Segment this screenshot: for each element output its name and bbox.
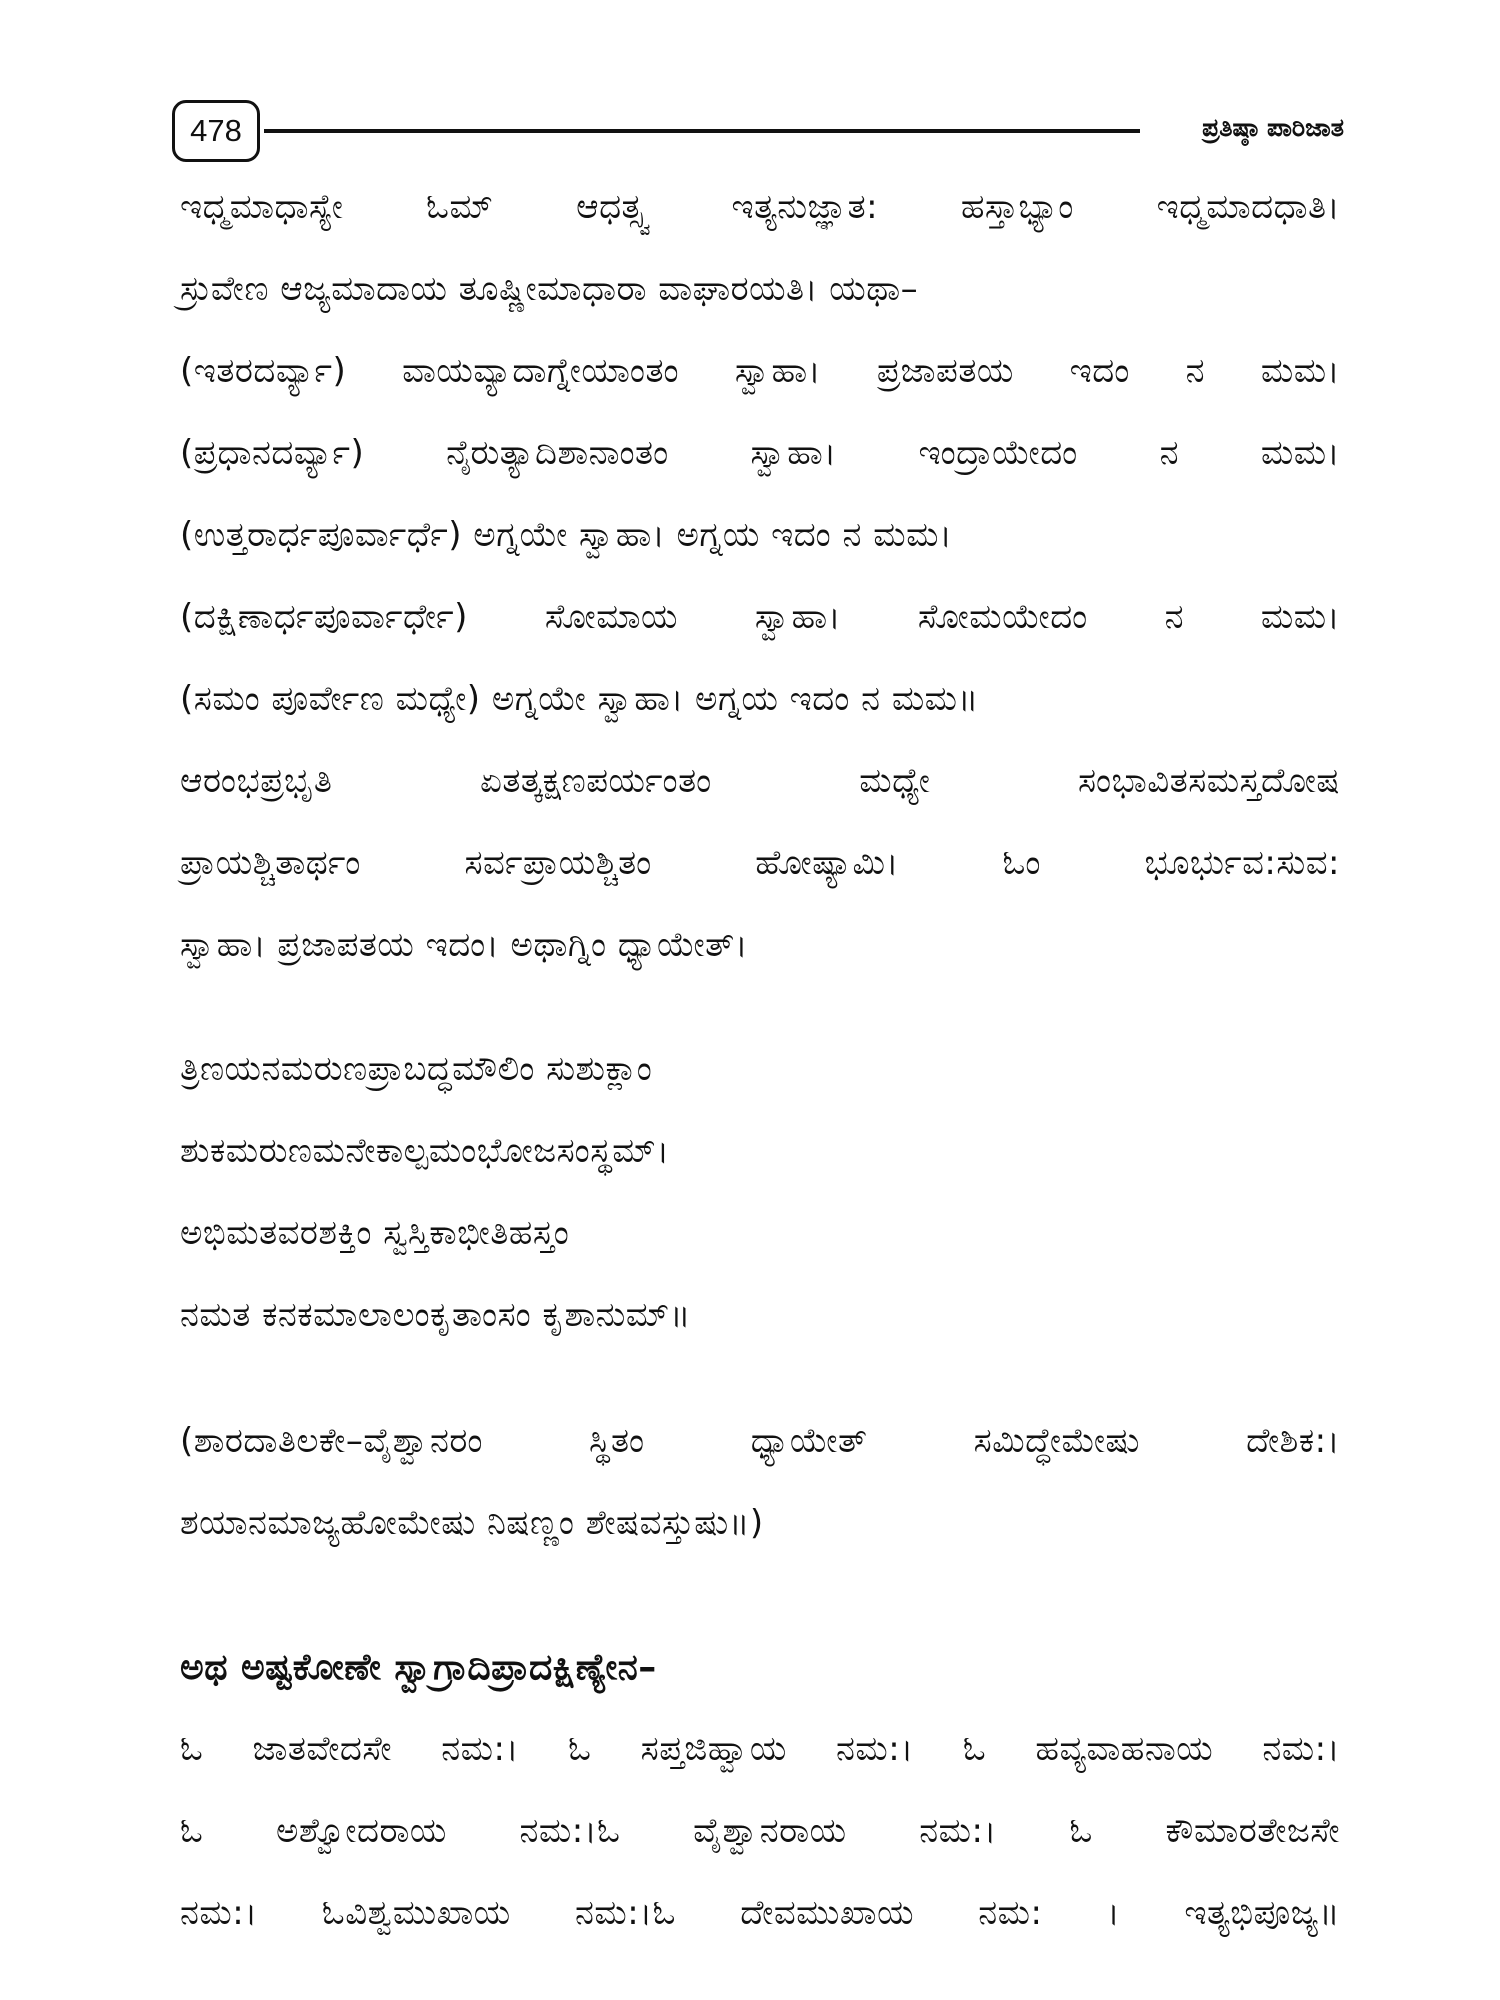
verse-line: ತ್ರಿಣಯನಮರುಣಪ್ರಾಬದ್ಧಮೌಲಿಂ ಸುಶುಕ್ಲಾಂ: [180, 1049, 653, 1089]
running-title: ಪ್ರತಿಷ್ಠಾ ಪಾರಿಜಾತ: [1202, 113, 1344, 142]
text-line: (ದಕ್ಷಿಣಾರ್ಧಪೂರ್ವಾರ್ಧೇ) ಸೋಮಾಯ ಸ್ವಾಹಾ। ಸೋಮಯೇದಂ ನ ಮಮ।: [180, 597, 1340, 637]
text-line: (ಇತರದರ್ವ್ಯಾ) ವಾಯವ್ಯಾದಾಗ್ನೇಯಾಂತಂ ಸ್ವಾಹಾ। ಪ್ರಜಾಪತಯ ಇದಂ ನ ಮಮ।: [180, 351, 1340, 391]
text-line: ಸ್ರುವೇಣ ಆಜ್ಯಮಾದಾಯ ತೂಷ್ಣೀಮಾಧಾರಾ ವಾಘಾರಯತಿ। ಯಥಾ–: [180, 269, 919, 309]
text-line: ಪ್ರಾಯಶ್ಚಿತಾರ್ಥಂ ಸರ್ವಪ್ರಾಯಶ್ಚಿತಂ ಹೋಷ್ಯಾಮಿ। ಓಂ ಭೂರ್ಭುವ:ಸುವ:: [180, 843, 1340, 883]
verse-line: ನಮತ ಕನಕಮಾಲಾಲಂಕೃತಾಂಸಂ ಕೃಶಾನುಮ್॥: [180, 1295, 691, 1335]
header-rule: [264, 129, 1140, 133]
verse-line: ಶುಕಮರುಣಮನೇಕಾಲ್ಪಮಂಭೋಜಸಂಸ್ಥಮ್।: [180, 1131, 670, 1171]
text-line: ಆರಂಭಪ್ರಭೃತಿ ಏತತ್ಕಕ್ಷಣಪರ್ಯಂತಂ ಮಧ್ಯೇ ಸಂಭಾವಿತಸಮಸ್ತದೋಷ: [180, 761, 1340, 801]
text-line: ಓ ಅಶ್ವೋದರಾಯ ನಮ:।ಓ ವೈಶ್ವಾನರಾಯ ನಮ:। ಓ ಕೌಮಾರತೇಜಸೇ: [180, 1811, 1340, 1851]
note-line: (ಶಾರದಾತಿಲಕೇ–ವೈಶ್ವಾನರಂ ಸ್ಥಿತಂ ಧ್ಯಾಯೇತ್ ಸಮಿದ್ಧೇಮೇಷು ದೇಶಿಕ:।: [180, 1421, 1340, 1461]
text-line: ನಮ:। ಓವಿಶ್ವಮುಖಾಯ ನಮ:।ಓ ದೇವಮುಖಾಯ ನಮ: । ಇತ್ಯಭಿಪೂಜ್ಯ॥: [180, 1893, 1340, 1933]
verse-line: ಅಭಿಮತವರಶಕ್ತಿಂ ಸ್ವಸ್ತಿಕಾಭೀತಿಹಸ್ತಂ: [180, 1213, 570, 1253]
section-heading: ಅಥ ಅಷ್ಟಕೋಣೇ ಸ್ವಾಗ್ರಾದಿಪ್ರಾದಕ್ಷಿಣ್ಯೇನ–: [180, 1647, 657, 1688]
page-header: [172, 100, 1344, 164]
note-line: ಶಯಾನಮಾಜ್ಯಹೋಮೇಷು ನಿಷಣ್ಣಂ ಶೇಷವಸ್ತುಷು॥): [180, 1503, 764, 1543]
text-line: ಓ ಜಾತವೇದಸೇ ನಮ:। ಓ ಸಪ್ತಜಿಹ್ವಾಯ ನಮ:। ಓ ಹವ್ಯವಾಹನಾಯ ನಮ:।: [180, 1729, 1340, 1769]
text-line: (ಉತ್ತರಾರ್ಧಪೂರ್ವಾರ್ಧೆ) ಅಗ್ನಯೇ ಸ್ವಾಹಾ। ಅಗ್ನಯ ಇದಂ ನ ಮಮ।: [180, 515, 953, 555]
page-number: 478: [172, 100, 260, 162]
text-line: (ಪ್ರಧಾನದರ್ವ್ಯಾ) ನೈರುತ್ಯಾದಿಶಾನಾಂತಂ ಸ್ವಾಹಾ। ಇಂದ್ರಾಯೇದಂ ನ ಮಮ।: [180, 433, 1340, 473]
text-line: (ಸಮಂ ಪೂರ್ವೇಣ ಮಧ್ಯೇ) ಅಗ್ನಯೇ ಸ್ವಾಹಾ। ಅಗ್ನಯ ಇದಂ ನ ಮಮ॥: [180, 679, 979, 719]
text-line: ಇಧ್ಮಮಾಧಾಸ್ಯೇ ಓಮ್ ಆಧತ್ಸ್ವ ಇತ್ಯನುಜ್ಞಾತ: ಹಸ್ತಾಭ್ಯಾಂ ಇಧ್ಮಮಾದಧಾತಿ।: [180, 187, 1340, 227]
text-line: ಸ್ವಾಹಾ। ಪ್ರಜಾಪತಯ ಇದಂ। ಅಥಾಗ್ನಿಂ ಧ್ಯಾಯೇತ್।: [180, 925, 749, 965]
